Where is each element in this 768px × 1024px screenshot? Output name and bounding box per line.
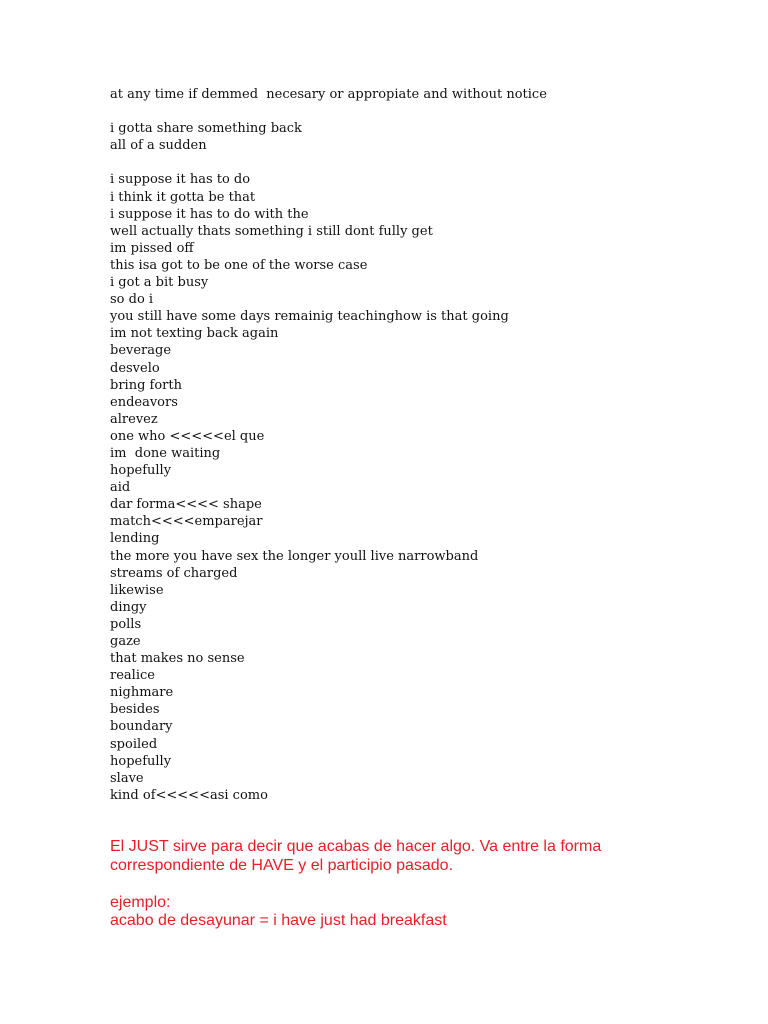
note-line: the more you have sex the longer youll live narrowband xyxy=(110,548,479,564)
note-line: endeavors xyxy=(110,394,178,410)
note-line: im done waiting xyxy=(110,445,221,461)
note-line: desvelo xyxy=(110,360,160,376)
note-line: aid xyxy=(110,480,131,496)
note-line: alrevez xyxy=(110,411,158,427)
note-line: realice xyxy=(110,668,155,684)
note-line: slave xyxy=(110,770,144,786)
vocabulary-notes xyxy=(110,86,710,804)
note-line: hopefully xyxy=(110,753,172,769)
grammar-explanation-line: El JUST sirve para decir que acabas de hacer algo. Va entre la forma xyxy=(110,838,602,855)
note-line: kind of<<<<<asi como xyxy=(110,787,268,803)
note-line: all of a sudden xyxy=(110,138,207,154)
note-line: i suppose it has to do with the xyxy=(110,206,309,222)
note-line: besides xyxy=(110,702,160,718)
blank-line xyxy=(110,103,710,120)
note-line: dingy xyxy=(110,599,147,615)
note-line: that makes no sense xyxy=(110,651,245,667)
intro-line: at any time if demmed necesary or appropiate and without notice xyxy=(110,87,547,102)
note-line: you still have some days remainig teachinghow is that going xyxy=(110,309,509,325)
note-line: beverage xyxy=(110,343,172,359)
note-line: im not texting back again xyxy=(110,326,279,342)
note-line: this isa got to be one of the worse case xyxy=(110,257,368,273)
note-line: im pissed off xyxy=(110,240,194,256)
note-line: so do i xyxy=(110,292,154,308)
note-line: boundary xyxy=(110,719,173,735)
note-line: i got a bit busy xyxy=(110,275,209,291)
note-line: i think it gotta be that xyxy=(110,189,256,205)
note-line: streams of charged xyxy=(110,565,238,581)
note-line: gaze xyxy=(110,634,141,649)
grammar-note xyxy=(110,838,750,931)
blank-line xyxy=(110,875,750,894)
note-line: bring forth xyxy=(110,377,182,393)
grammar-explanation-line: correspondiente de HAVE y el participio pasado. xyxy=(110,856,454,874)
blank-line xyxy=(110,154,710,171)
note-line: i suppose it has to do xyxy=(110,172,251,188)
note-line: one who <<<<<el que xyxy=(110,428,265,444)
example-label: ejemplo: xyxy=(110,893,171,911)
note-line: match<<<<emparejar xyxy=(110,514,263,530)
note-line: well actually thats something i still dont fully get xyxy=(110,223,433,239)
note-line: likewise xyxy=(110,582,164,598)
note-line: dar forma<<<< shape xyxy=(110,497,262,513)
note-line: lending xyxy=(110,531,160,547)
note-line: spoiled xyxy=(110,736,158,752)
note-line: i gotta share something back xyxy=(110,121,302,137)
example-text: acabo de desayunar = i have just had breakfast xyxy=(110,912,447,929)
note-line: polls xyxy=(110,616,142,632)
note-line: nighmare xyxy=(110,685,174,701)
note-line: hopefully xyxy=(110,463,172,479)
